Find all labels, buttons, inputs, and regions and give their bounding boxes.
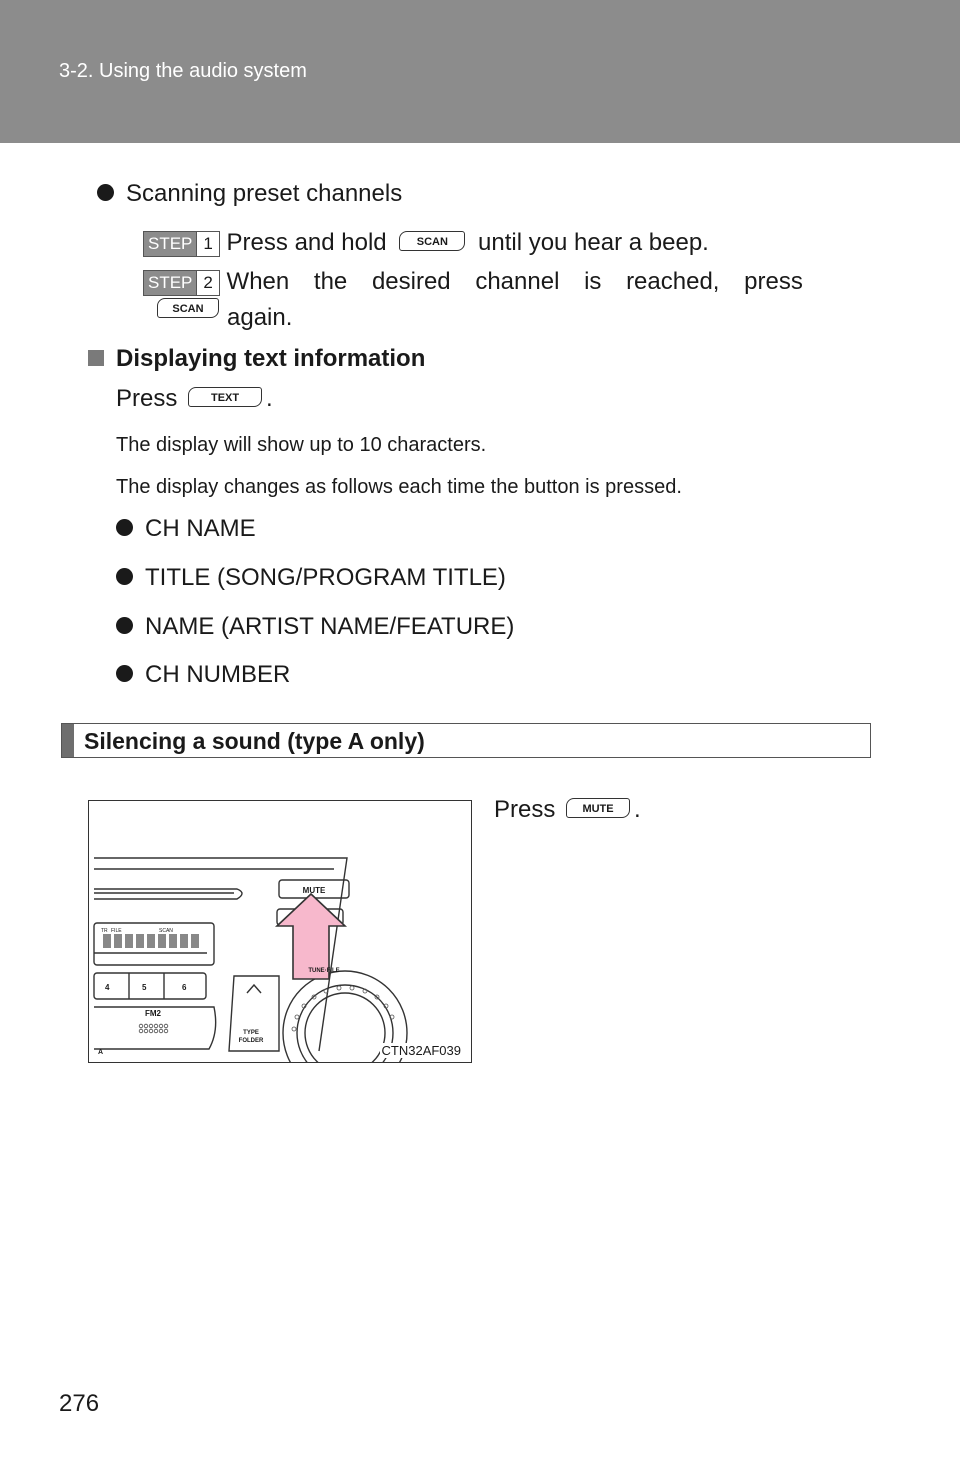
- bullet-icon: [97, 184, 114, 201]
- display-tr-label: TR: [101, 928, 108, 934]
- bullet-icon: [116, 617, 133, 634]
- press-arrow-icon: [277, 894, 345, 979]
- figure-caption: CTN32AF039: [381, 1043, 461, 1058]
- audio-panel-drawing: [89, 801, 472, 1063]
- corner-label: A: [98, 1049, 104, 1056]
- text-key-icon: TEXT: [188, 387, 262, 407]
- list-item: CH NUMBER: [116, 661, 290, 689]
- step-1: STEP 1 Press and hold SCAN until you hear a beep.: [143, 229, 709, 257]
- list-item: TITLE (SONG/PROGRAM TITLE): [116, 564, 506, 592]
- bullet-icon: [116, 568, 133, 585]
- preset-4-label: 4: [105, 983, 110, 992]
- page-header: [0, 0, 960, 143]
- type-label: TYPE: [243, 1030, 259, 1036]
- mute-label: MUTE: [302, 886, 326, 895]
- mute-instruction: Press MUTE .: [494, 796, 641, 823]
- step-1-badge: STEP 1: [143, 230, 220, 254]
- bullet-icon: [116, 665, 133, 682]
- square-bullet-icon: [88, 350, 104, 366]
- preset-6-label: 6: [182, 983, 187, 992]
- scan-key-icon: SCAN: [399, 231, 465, 251]
- scan-heading: Scanning preset channels: [97, 180, 402, 208]
- list-item: CH NAME: [116, 515, 256, 543]
- folder-label: FOLDER: [238, 1038, 264, 1044]
- step-2: STEP 2 When the desired channel is reached, press SCAN: [143, 268, 863, 324]
- step-2-continued: again.: [227, 304, 293, 331]
- scan-key-icon: SCAN: [157, 298, 219, 318]
- mute-key-icon: MUTE: [566, 798, 630, 818]
- section-heading-bar: [61, 723, 871, 758]
- list-item: NAME (ARTIST NAME/FEATURE): [116, 613, 514, 641]
- page-number: 276: [59, 1390, 100, 1417]
- text-info-note-1: The display will show up to 10 characters.: [116, 434, 487, 456]
- fm2-label: FM2: [145, 1009, 161, 1018]
- preset-5-label: 5: [142, 983, 147, 992]
- bullet-icon: [116, 519, 133, 536]
- section-breadcrumb: 3-2. Using the audio system: [59, 60, 307, 82]
- display-scan-label: SCAN: [159, 928, 173, 934]
- section-title: Silencing a sound (type A only): [84, 728, 425, 754]
- text-info-note-2: The display changes as follows each time the button is pressed.: [116, 476, 682, 498]
- text-info-heading: Displaying text information: [88, 345, 425, 373]
- text-info-instruction: Press TEXT .: [116, 385, 273, 412]
- audio-panel-illustration: [88, 800, 472, 1063]
- display-file-label: FILE: [111, 928, 122, 934]
- tune-file-label: TUNE·FILE: [308, 968, 340, 974]
- step-2-badge: STEP 2: [143, 269, 220, 293]
